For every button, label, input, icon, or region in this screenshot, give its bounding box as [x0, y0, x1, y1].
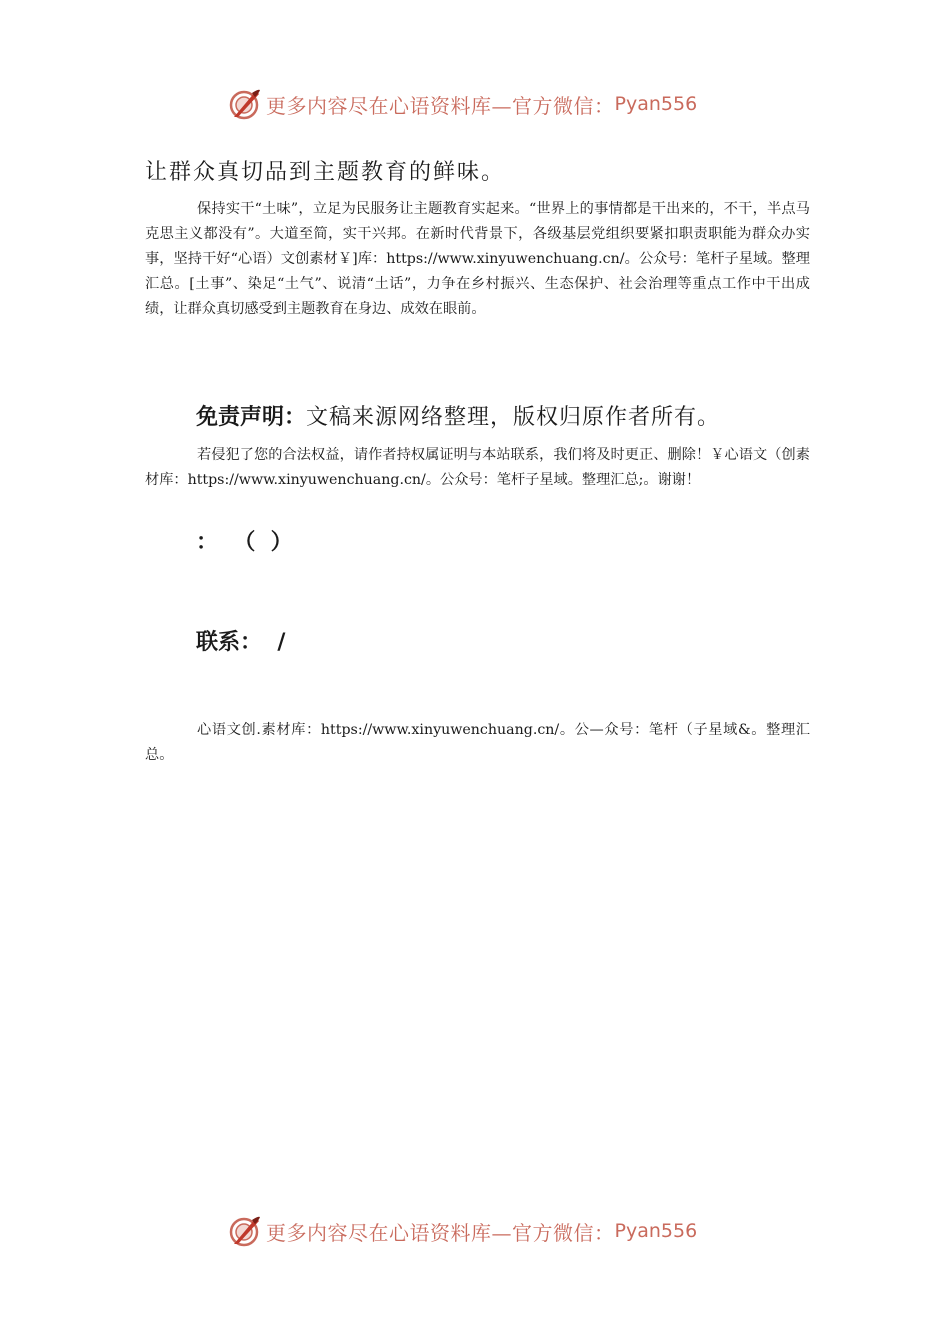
body-paragraph-1	[145, 197, 810, 322]
banner-text: 更多内容尽在心语资料库—官方微信：	[266, 1220, 615, 1245]
footer-banner	[228, 1213, 697, 1249]
quill-pen-logo-icon	[228, 87, 262, 121]
disclaimer-heading-text: 文稿来源网络整理，版权归原作者所有。	[306, 405, 721, 430]
disclaimer-heading	[196, 400, 720, 431]
paragraph-text: 保持实干“土味”，立足为民服务让主题教育实起来。“世界上的事情都是干出来的，不干，半点马克思主义都没有”。大道至简，实干兴邦。在新时代背景下，各级基层党组织要紧扣职责职能为群众办实事，坚持干好“心语）文创素材￥]库：https://www.xinyuwenchuang.cn/。公众号：笔杆子星域。整理汇总。[土事”、染足“土气”、说清“土话”，力争在乡村振兴、生态保护、社会治理等重点工作中干出成绩，让群众真切感受到主题教育在身边、成效在眼前。	[145, 201, 810, 317]
quill-pen-logo-icon	[228, 1214, 262, 1248]
wechat-id: Pyan556	[614, 93, 698, 115]
paragraph-text: 心语文创.素材库：https://www.xinyuwenchuang.cn/。公—众号：笔杆（子星域&。整理汇总。	[145, 722, 810, 763]
header-banner	[228, 86, 697, 122]
paragraph-text: 若侵犯了您的合法权益，请作者持权属证明与本站联系，我们将及时更正、删除！￥心语文（创素材库：https://www.xinyuwenchuang.cn/。公众号：笔杆子星域。整理汇总;。谢谢！	[145, 447, 810, 488]
disclaimer-label: 免责声明：	[196, 405, 307, 430]
lead-line: 让群众真切品到主题教育的鲜味。	[145, 160, 506, 185]
wechat-id: Pyan556	[614, 1220, 698, 1242]
subheading-colon: ： （ ）	[196, 530, 293, 555]
contact-heading: 联系： /	[196, 630, 286, 655]
body-paragraph-3	[145, 718, 810, 768]
disclaimer-body	[145, 443, 810, 493]
banner-text: 更多内容尽在心语资料库—官方微信：	[266, 93, 615, 118]
